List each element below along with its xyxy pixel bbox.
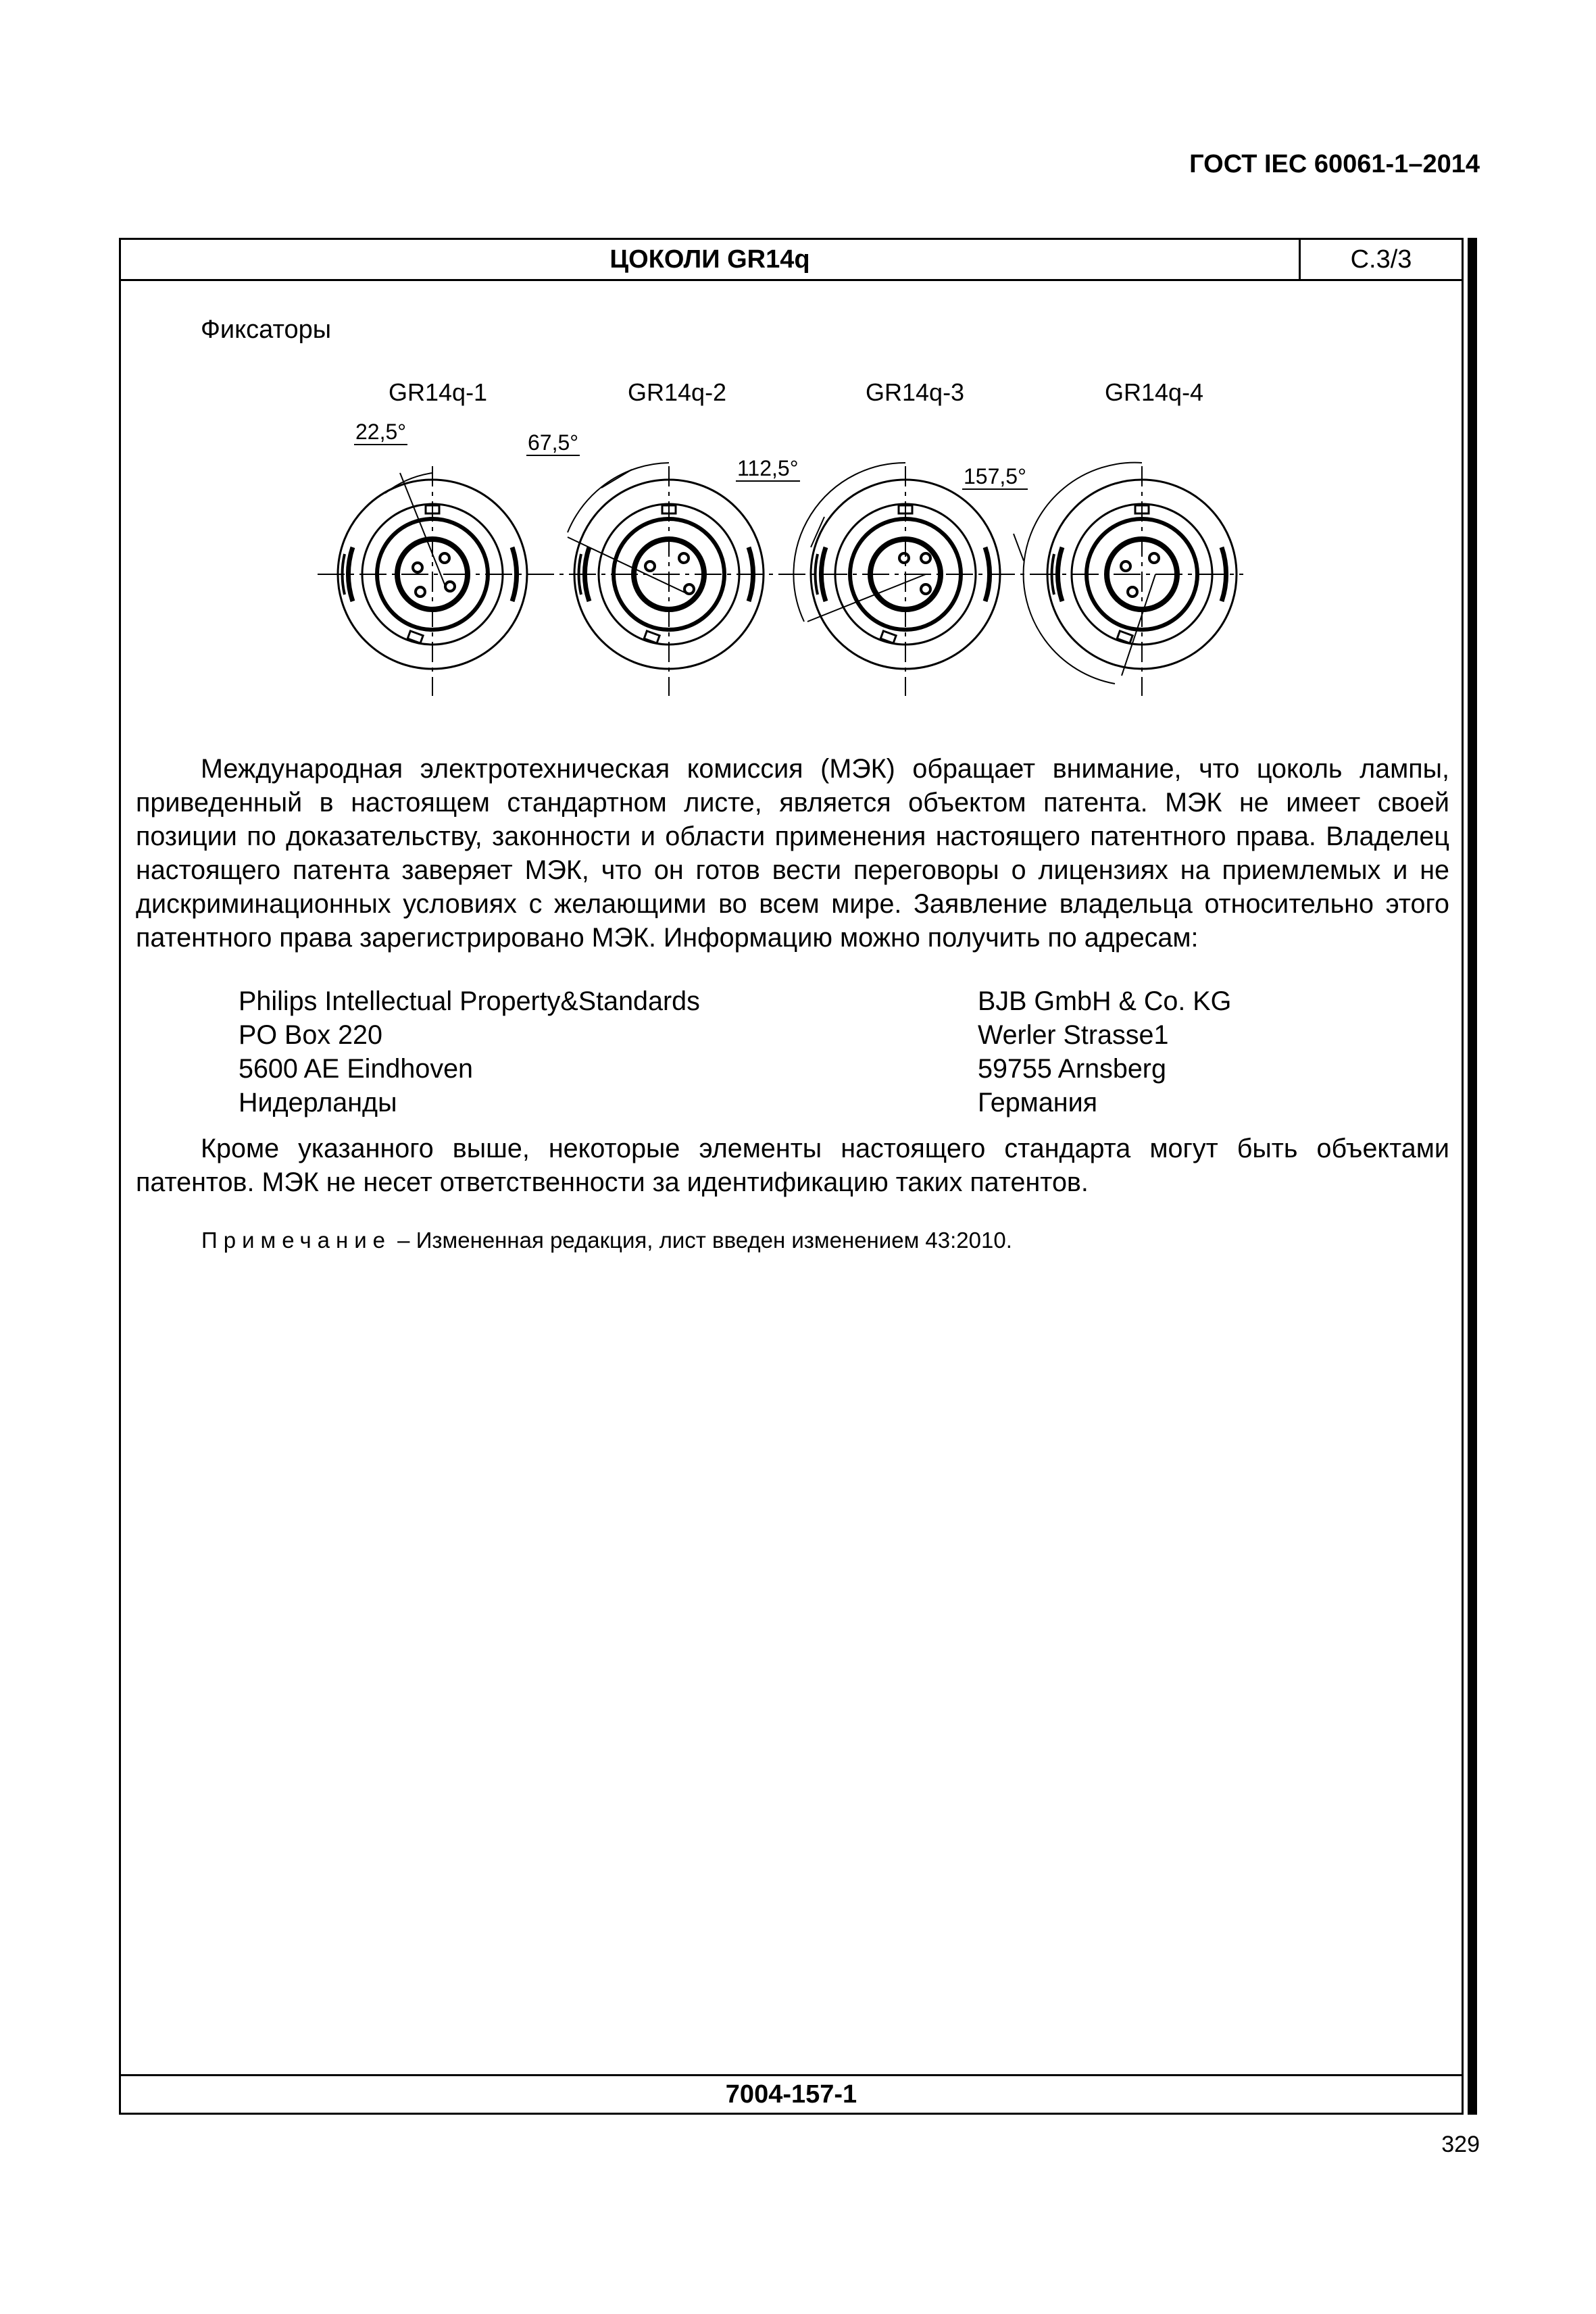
page-number: 329 xyxy=(1441,2132,1480,2157)
cap-drawing-2 xyxy=(568,463,764,696)
address-line: 59755 Arnsberg xyxy=(978,1054,1166,1084)
sheet-footer-code: 7004-157-1 xyxy=(121,2074,1462,2113)
figure-angle-1: 22,5° xyxy=(355,420,407,444)
patent-disclaimer-paragraph: Кроме указанного выше, некоторые элементы настоящего стандарта могут быть объектами патентов. МЭК не несет ответственности за идентификацию таких патентов. xyxy=(136,1134,1449,1197)
figure-caption-2: GR14q-2 xyxy=(628,378,727,406)
cap-drawing-4 xyxy=(1014,463,1237,696)
address-line: Германия xyxy=(978,1088,1098,1117)
address-philips xyxy=(239,984,700,1120)
sheet-side-bar xyxy=(1468,238,1477,2115)
figure-angle-3: 112,5° xyxy=(737,456,799,480)
cap-drawing-1 xyxy=(338,466,527,696)
figure-angle-4: 157,5° xyxy=(964,464,1026,488)
address-line: Werler Strasse1 xyxy=(978,1020,1169,1050)
note-text: – Измененная редакция, лист введен изменением 43:2010. xyxy=(391,1228,1012,1253)
address-line: 5600 AE Eindhoven xyxy=(239,1054,474,1084)
figure-caption-1: GR14q-1 xyxy=(389,378,488,406)
section-label: Фиксаторы xyxy=(201,316,332,344)
address-line: PO Box 220 xyxy=(239,1020,382,1050)
cap-drawing-3 xyxy=(793,463,1000,696)
address-bjb xyxy=(978,984,1231,1120)
address-line: Philips Intellectual Property&Standards xyxy=(239,986,700,1016)
standard-code: ГОСТ IEC 60061-1–2014 xyxy=(1189,150,1480,178)
figure-caption-3: GR14q-3 xyxy=(866,378,965,406)
patent-paragraph: Международная электротехническая комиссия (МЭК) обращает внимание, что цоколь лампы, приведенный в настоящем стандартном листе, является объектом патента. МЭК не имеет своей позиции по доказательству, законности и области применения настоящего патентного права. Владелец настоящего патента заверяет МЭК, что он готов вести переговоры о лицензиях на приемлемых и не дискриминационных условиях с желающими во всем мире. Заявление владельца относительно этого патентного права зарегистрировано МЭК. Информацию можно получить по адресам: xyxy=(136,754,1449,953)
figure-angle-2: 67,5° xyxy=(528,430,579,455)
note xyxy=(201,1228,1012,1253)
sheet-header xyxy=(121,240,1462,281)
figure-caption-4: GR14q-4 xyxy=(1105,378,1204,406)
note-label: Примечание xyxy=(201,1228,392,1253)
cap-keys-drawing xyxy=(270,392,1284,716)
sheet-page-ref: С.3/3 xyxy=(1350,245,1412,274)
address-line: Нидерланды xyxy=(239,1088,397,1117)
address-line: BJB GmbH & Co. KG xyxy=(978,986,1232,1016)
sheet-title: ЦОКОЛИ GR14q xyxy=(121,240,1301,279)
